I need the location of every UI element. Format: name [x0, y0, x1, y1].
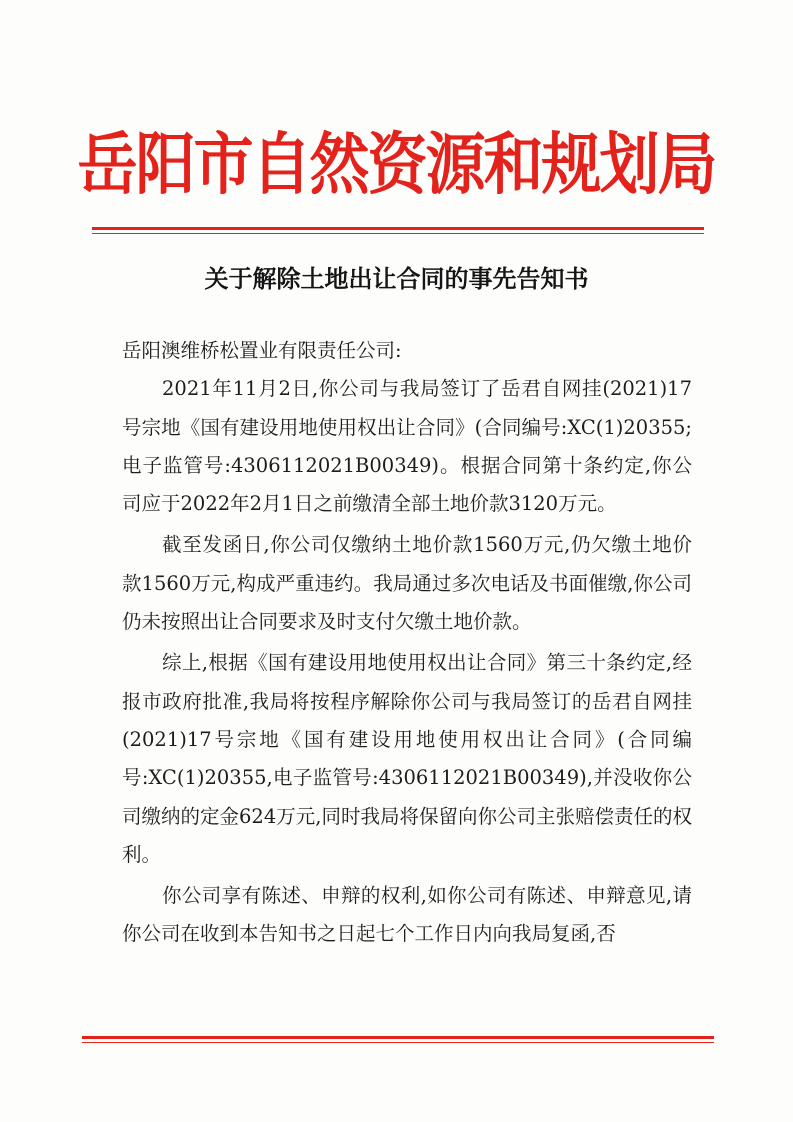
body-paragraph-1: 2021年11月2日,你公司与我局签订了岳君自网挂(2021)17号宗地《国有建设用地使用权出让合同》(合同编号:XC(1)20355;电子监管号:4306112021B00349)。根据合同第十条约定,你公司应于2022年2月1日之前缴清全部土地价款3120万元。	[122, 377, 692, 516]
body-paragraph-4: 你公司享有陈述、申辩的权利,如你公司有陈述、申辩意见,请你公司在收到本告知书之日起七个工作日内向我局复函,否	[122, 884, 692, 946]
document-title: 关于解除土地出让合同的事先告知书	[204, 264, 589, 293]
footer-red-divider	[82, 1036, 714, 1043]
issuing-authority-header: 岳阳市自然资源和规划局	[77, 125, 716, 205]
divider-thick-line	[92, 227, 704, 230]
body-paragraph-2: 截至发函日,你公司仅缴纳土地价款1560万元,仍欠缴土地价款1560万元,构成严重违约。我局通过多次电话及书面催缴,你公司仍未按照出让合同要求及时支付欠缴土地价款。	[122, 533, 692, 634]
header-red-divider	[92, 227, 704, 234]
body-paragraph-3: 综上,根据《国有建设用地使用权出让合同》第三十条约定,经报市政府批准,我局将按程序解除你公司与我局签订的岳君自网挂(2021)17号宗地《国有建设用地使用权出让合同》(合同编号:XC(1)20355,电子监管号:4306112021B00349),并没收你公司缴纳的定金624万元,同时我局将保留向你公司主张赔偿责任的权利。	[122, 651, 692, 866]
salutation: 岳阳澳维桥松置业有限责任公司:	[122, 339, 402, 362]
footer-divider-thin-line	[82, 1042, 714, 1043]
divider-thin-line	[92, 233, 704, 234]
footer-divider-thick-line	[82, 1036, 714, 1039]
document-body	[122, 332, 692, 957]
